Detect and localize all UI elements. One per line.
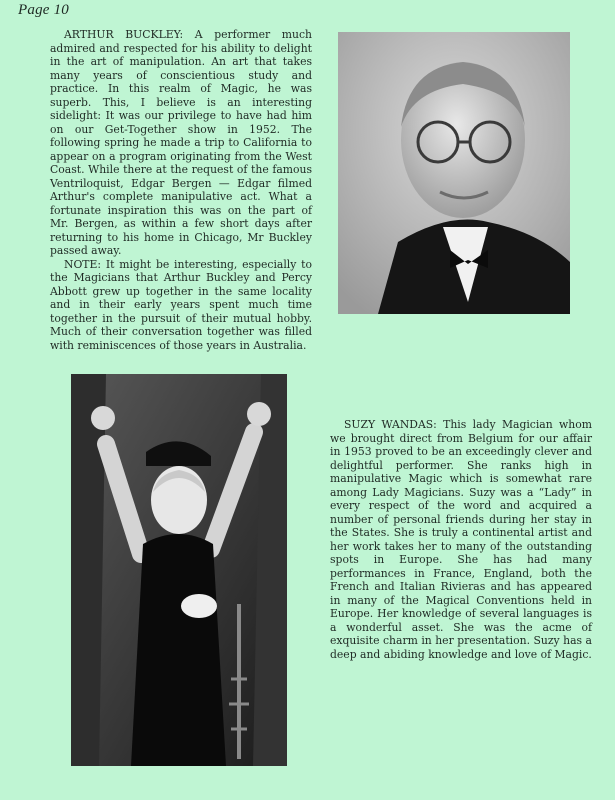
article-suzy-wandas xyxy=(330,418,592,661)
article-arthur-buckley xyxy=(50,28,312,352)
wandas-paragraph: SUZY WANDAS: This lady Magician whom we brought direct from Belgium for our affair in 1953 proved to be an exceedingly clever and delightful performer. She ranks high in manipulative Magic which is somewhat rare among Lady Magicians. Suzy was a “Lady” in every respect of the word and acquired a number of personal friends during her stay in the States. She is truly a continental artist and her work takes her to many of the outstanding spots in Europe. She has had many performances in France, England, both the French and Italian Rivieras and has appeared in many of the Magical Conventions held in Europe. Her knowledge of several languages is a wonderful asset. She was the acme of exquisite charm in her presentation. Suzy has a deep and abiding knowledge and love of Magic. xyxy=(330,418,592,661)
page-number: Page 10 xyxy=(18,2,69,18)
arthur-buckley-portrait-photo xyxy=(338,32,570,314)
buckley-note-paragraph: NOTE: It might be interesting, especially to the Magicians that Arthur Buckley and Percy Abbott grew up together in the same locality and in their early years spent much time together in the pursuit of their mutual hobby. Much of their conversation together was filled with reminiscences of those years in Australia. xyxy=(50,257,312,352)
suzy-wandas-performance-photo xyxy=(71,374,287,766)
buckley-paragraph: ARTHUR BUCKLEY: A performer much admired and respected for his ability to delight in the art of manipulation. An art that takes many years of conscientious study and practice. In this realm of Magic, he was superb. This, I believe is an interesting sidelight: It was our privilege to have had him on our Get-Together show in 1952. The following spring he made a trip to California to appear on a program originating from the West Coast. While there at the request of the famous Ventriloquist, Edgar Bergen — Edgar filmed Arthur's complete manipulative act. What a fortunate inspiration this was on the part of Mr. Bergen, as within a few short days after returning to his home in Chicago, Mr Buckley passed away. xyxy=(50,28,312,257)
